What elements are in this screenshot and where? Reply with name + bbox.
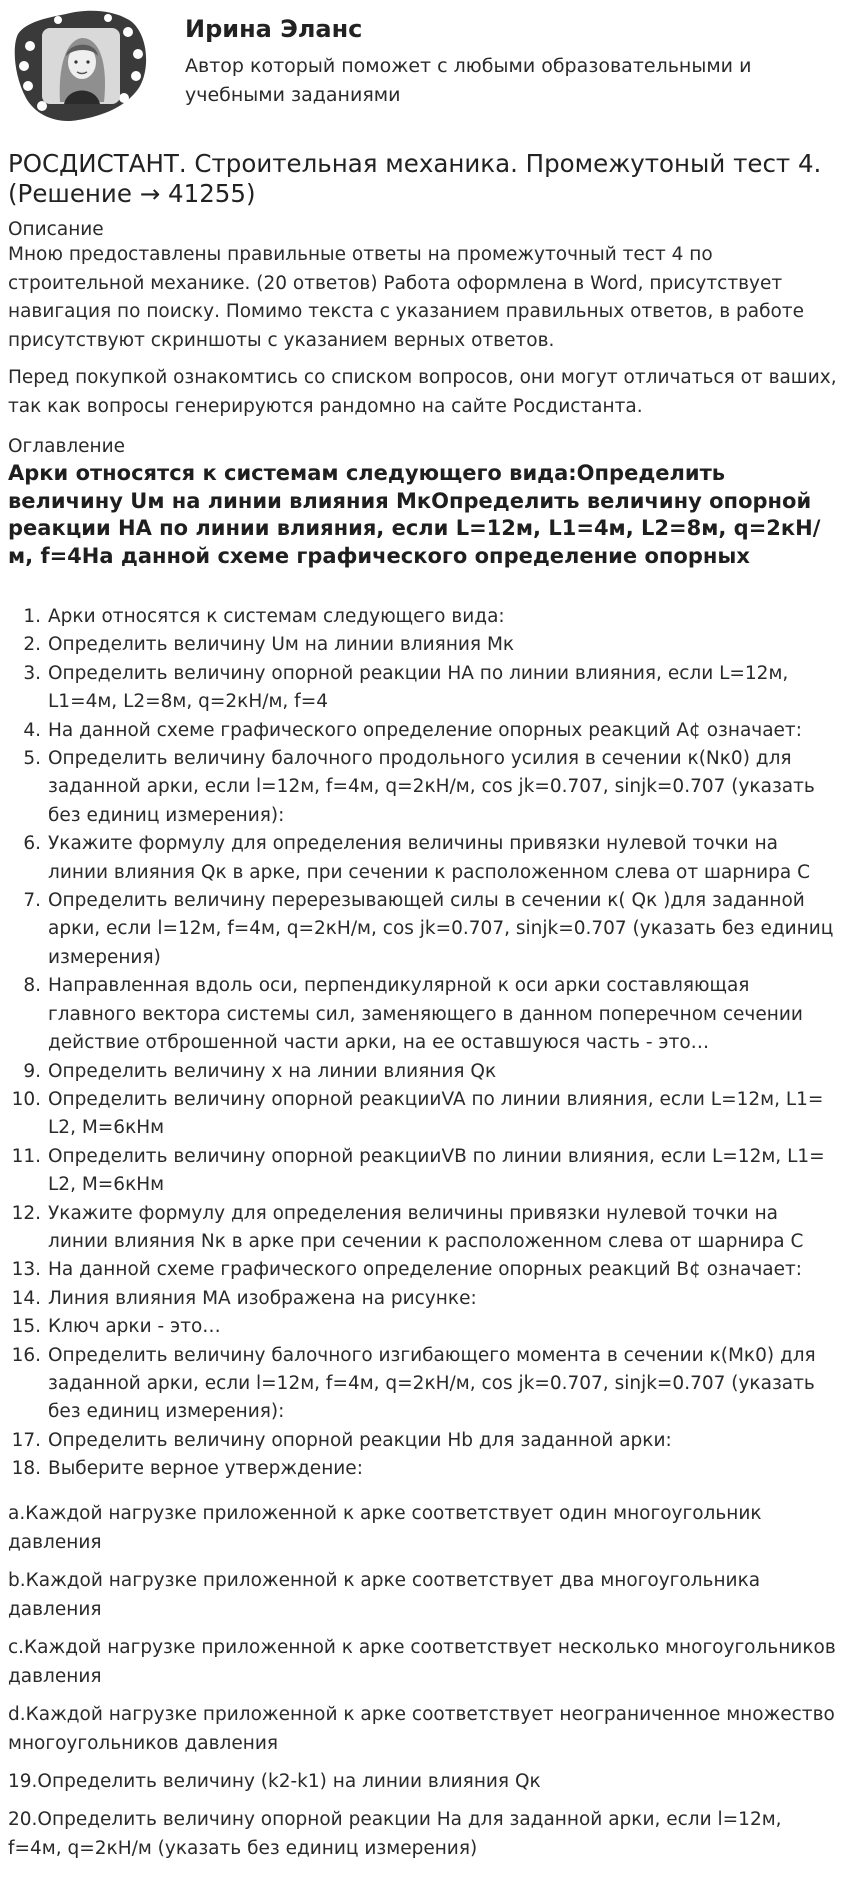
option-b: b.Каждой нагрузке приложенной к арке соответствует два многоугольника давления xyxy=(8,1570,761,1620)
list-item: 17. Определить величину опорной реакции Hb для заданной арки: xyxy=(11,1429,672,1451)
list-item: 9. Определить величину х на линии влияния Qк xyxy=(23,1060,497,1082)
list-item: 4. На данной схеме графического определение опорных реакций А¢ означает: xyxy=(23,719,802,741)
toc-heading: Арки относятся к системам следующего вида:Определить величину Uм на линии влияния МкОпределить величину опорной реакции НА по линии влияния, если L=12м, L1=4м, L2=8м, q=2кН/м, f=4На данной схеме графического определение опорных xyxy=(8,461,821,568)
list-item: 3. Определить величину опорной реакции НА по линии влияния, если L=12м, L1=4м, L2=8м, q=2кН/м, f=4 xyxy=(23,662,789,713)
list-item: 16. Определить величину балочного изгибающего момента в сечении к(Мк0) для заданной арки, если l=12м, f=4м, q=2кН/м, cos jk=0.707, sinjk=0.707 (указать без единиц измерения): xyxy=(11,1344,816,1423)
description-label: Описание xyxy=(8,219,104,240)
page-title: РОСДИСТАНТ. Строительная механика. Промежутоный тест 4. (Решение → 41255) xyxy=(8,149,822,208)
list-item: 13. На данной схеме графического определение опорных реакций В¢ означает: xyxy=(11,1259,802,1281)
list-item: 8. Направленная вдоль оси, перпендикулярной к оси арки составляющая главного вектора системы сил, заменяющего в данном поперечном сечении действие отброшенной части арки, на ее оставшуюся часть - это… xyxy=(23,975,803,1054)
author-name[interactable]: Ирина Эланс xyxy=(185,15,363,43)
list-item: 7. Определить величину перерезывающей силы в сечении к( Qк )для заданной арки, если l=12м, f=4м, q=2кН/м, cos jk=0.707, sinjk=0.707 (указать без единиц измерения) xyxy=(23,890,834,968)
author-avatar xyxy=(8,6,154,126)
list-item: 10. Определить величину опорной реакцииVA по линии влияния, если L=12м, L1= L2, M=6кНм xyxy=(11,1088,824,1139)
question-list xyxy=(0,603,840,1484)
option-a: a.Каждой нагрузке приложенной к арке соответствует один многоугольник давления xyxy=(8,1503,762,1553)
list-item: 1. Арки относятся к системам следующего вида: xyxy=(23,606,505,627)
question-20: 20.Определить величину опорной реакции На для заданной арки, если l=12м, f=4м, q=2кН/м (указать без единиц измерения) xyxy=(8,1809,782,1859)
question-19: 19.Определить величину (k2-k1) на линии влияния Qк xyxy=(8,1771,541,1792)
list-item: 18. Выберите верное утверждение: xyxy=(11,1458,363,1480)
list-item: 11. Определить величину опорной реакцииVB по линии влияния, если L=12м, L1= L2, M=6кНм xyxy=(11,1145,825,1196)
author-description: Автор который поможет с любыми образовательными и учебными заданиями xyxy=(185,55,752,106)
list-item: 6. Укажите формулу для определения величины привязки нулевой точки на линии влияния Qк в арке, при сечении к расположенном слева от шарнира С xyxy=(23,833,811,883)
description-paragraph-2: Перед покупкой ознакомтись со списком вопросов, они могут отличаться от ваших, так как вопросы генерируются рандомно на сайте Росдистанта. xyxy=(8,367,837,417)
list-item: 2. Определить величину Uм на линии влияния Мк xyxy=(23,634,515,656)
author-block xyxy=(8,6,838,126)
option-c: c.Каждой нагрузке приложенной к арке соответствует несколько многоугольников давления xyxy=(8,1637,836,1687)
list-item: 15. Ключ арки - это… xyxy=(11,1316,221,1338)
list-item: 5. Определить величину балочного продольного усилия в сечении к(Nк0) для заданной арки, если l=12м, f=4м, q=2кН/м, cos jk=0.707, sinjk=0.707 (указать без единиц измерения): xyxy=(23,748,815,826)
option-d: d.Каждой нагрузке приложенной к арке соответствует неограниченное множество многоугольников давления xyxy=(8,1704,835,1754)
list-item: 12. Укажите формулу для определения величины привязки нулевой точки на линии влияния Nк в арке при сечении к расположенном слева от шарнира С xyxy=(11,1202,804,1252)
description-paragraph-1: Мною предоставлены правильные ответы на промежуточный тест 4 по строительной механике. (20 ответов) Работа оформлена в Word, присутствует навигация по поиску. Помимо текста с указанием правильных ответов, в работе присутствуют скриншоты с указанием верных ответов. xyxy=(8,244,804,351)
toc-label: Оглавление xyxy=(8,436,126,457)
list-item: 14. Линия влияния МА изображена на рисунке: xyxy=(11,1287,477,1309)
